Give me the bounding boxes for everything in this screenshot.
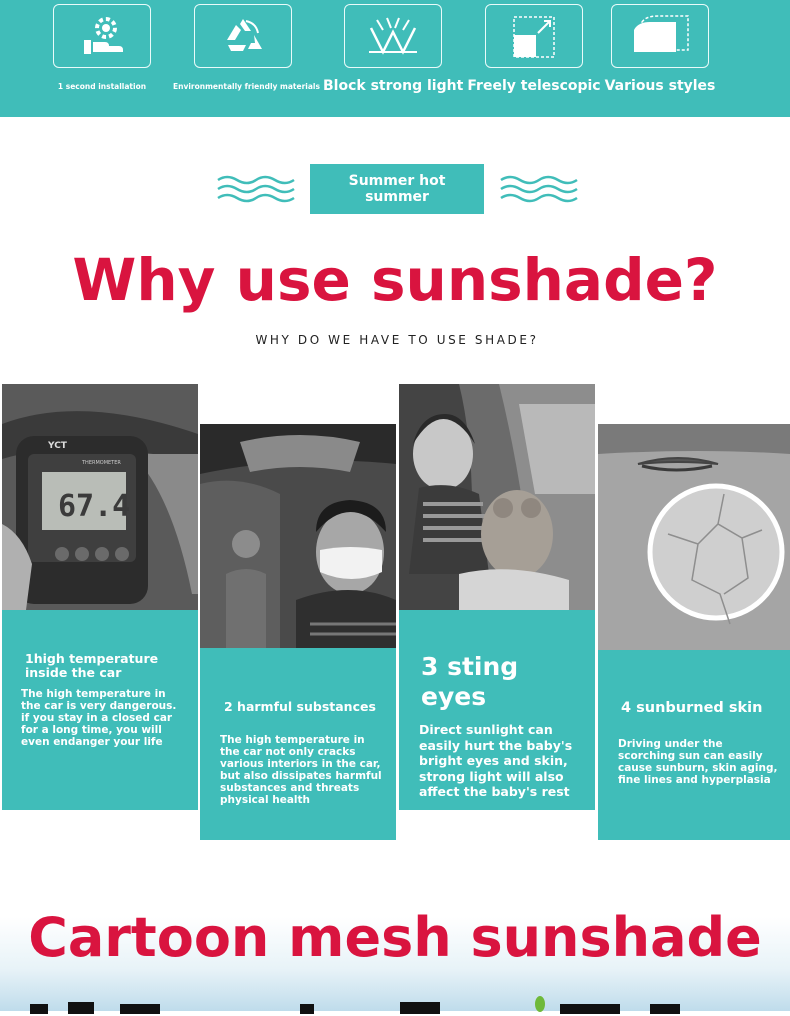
- feature-label: Environmentally friendly materials: [173, 82, 320, 91]
- feature-label: 1 second installation: [57, 82, 147, 91]
- feature-styles: [590, 4, 730, 94]
- cropped-text-fragment: [0, 996, 790, 1016]
- reason-body: The high temperature in the car not only cracks various interiors in the car, but also dissipates harmful substances and threats physical health: [220, 734, 382, 806]
- reason-body: The high temperature in the car is very dangerous. if you stay in a closed car for a long time, you will even endanger your life: [21, 688, 177, 748]
- feature-label: Freely telescopic: [467, 78, 601, 94]
- reason-body: Direct sunlight can easily hurt the baby's bright eyes and skin, strong light will also affect the baby's rest: [419, 722, 573, 799]
- reason-title: 1high temperature inside the car: [25, 651, 159, 680]
- tag-line: Summer hot: [348, 173, 446, 189]
- reason-card-4: [598, 650, 790, 840]
- reason-title: 4 sunburned skin: [621, 700, 763, 716]
- reason-card-1: [2, 610, 198, 810]
- thermometer-brand: YCT: [48, 441, 67, 451]
- reason-body: Driving under the scorching sun can easily cause sunburn, skin aging, fine lines and hyperplasia: [618, 738, 778, 786]
- cracked-skin-photo: [598, 424, 790, 650]
- feature-label: Various styles: [604, 78, 716, 94]
- thermometer-model: THERMOMETER: [82, 460, 121, 466]
- thermometer-photo: [2, 384, 198, 610]
- car-window-icon: [611, 4, 709, 68]
- feature-materials: [173, 4, 320, 91]
- product-headline: Cartoon mesh sunshade: [28, 906, 762, 969]
- sleeping-child-photo: [399, 384, 595, 610]
- feature-block-light: [323, 4, 463, 94]
- feature-installation: [32, 4, 172, 91]
- driver-photo: [200, 424, 396, 648]
- reason-title: 3 sting eyes: [421, 652, 519, 711]
- wave-decoration-left: [216, 174, 296, 204]
- telescopic-icon: [485, 4, 583, 68]
- hand-gear-icon: [53, 4, 151, 68]
- reason-card-2: [200, 648, 396, 840]
- page-headline: Why use sunshade?: [72, 246, 718, 314]
- page-subheadline: WHY DO WE HAVE TO USE SHADE?: [255, 333, 539, 347]
- recycle-icon: [194, 4, 292, 68]
- feature-telescopic: [464, 4, 604, 94]
- wave-decoration-right: [499, 174, 579, 204]
- tag-line: summer: [365, 189, 429, 205]
- section-tag: [310, 164, 484, 214]
- feature-label: Block strong light: [323, 78, 464, 94]
- feature-banner: [0, 0, 790, 117]
- reason-title: 2 harmful substances: [224, 699, 376, 714]
- light-block-icon: [344, 4, 442, 68]
- thermometer-reading: 67.4: [58, 489, 131, 524]
- reason-card-3: [399, 610, 595, 810]
